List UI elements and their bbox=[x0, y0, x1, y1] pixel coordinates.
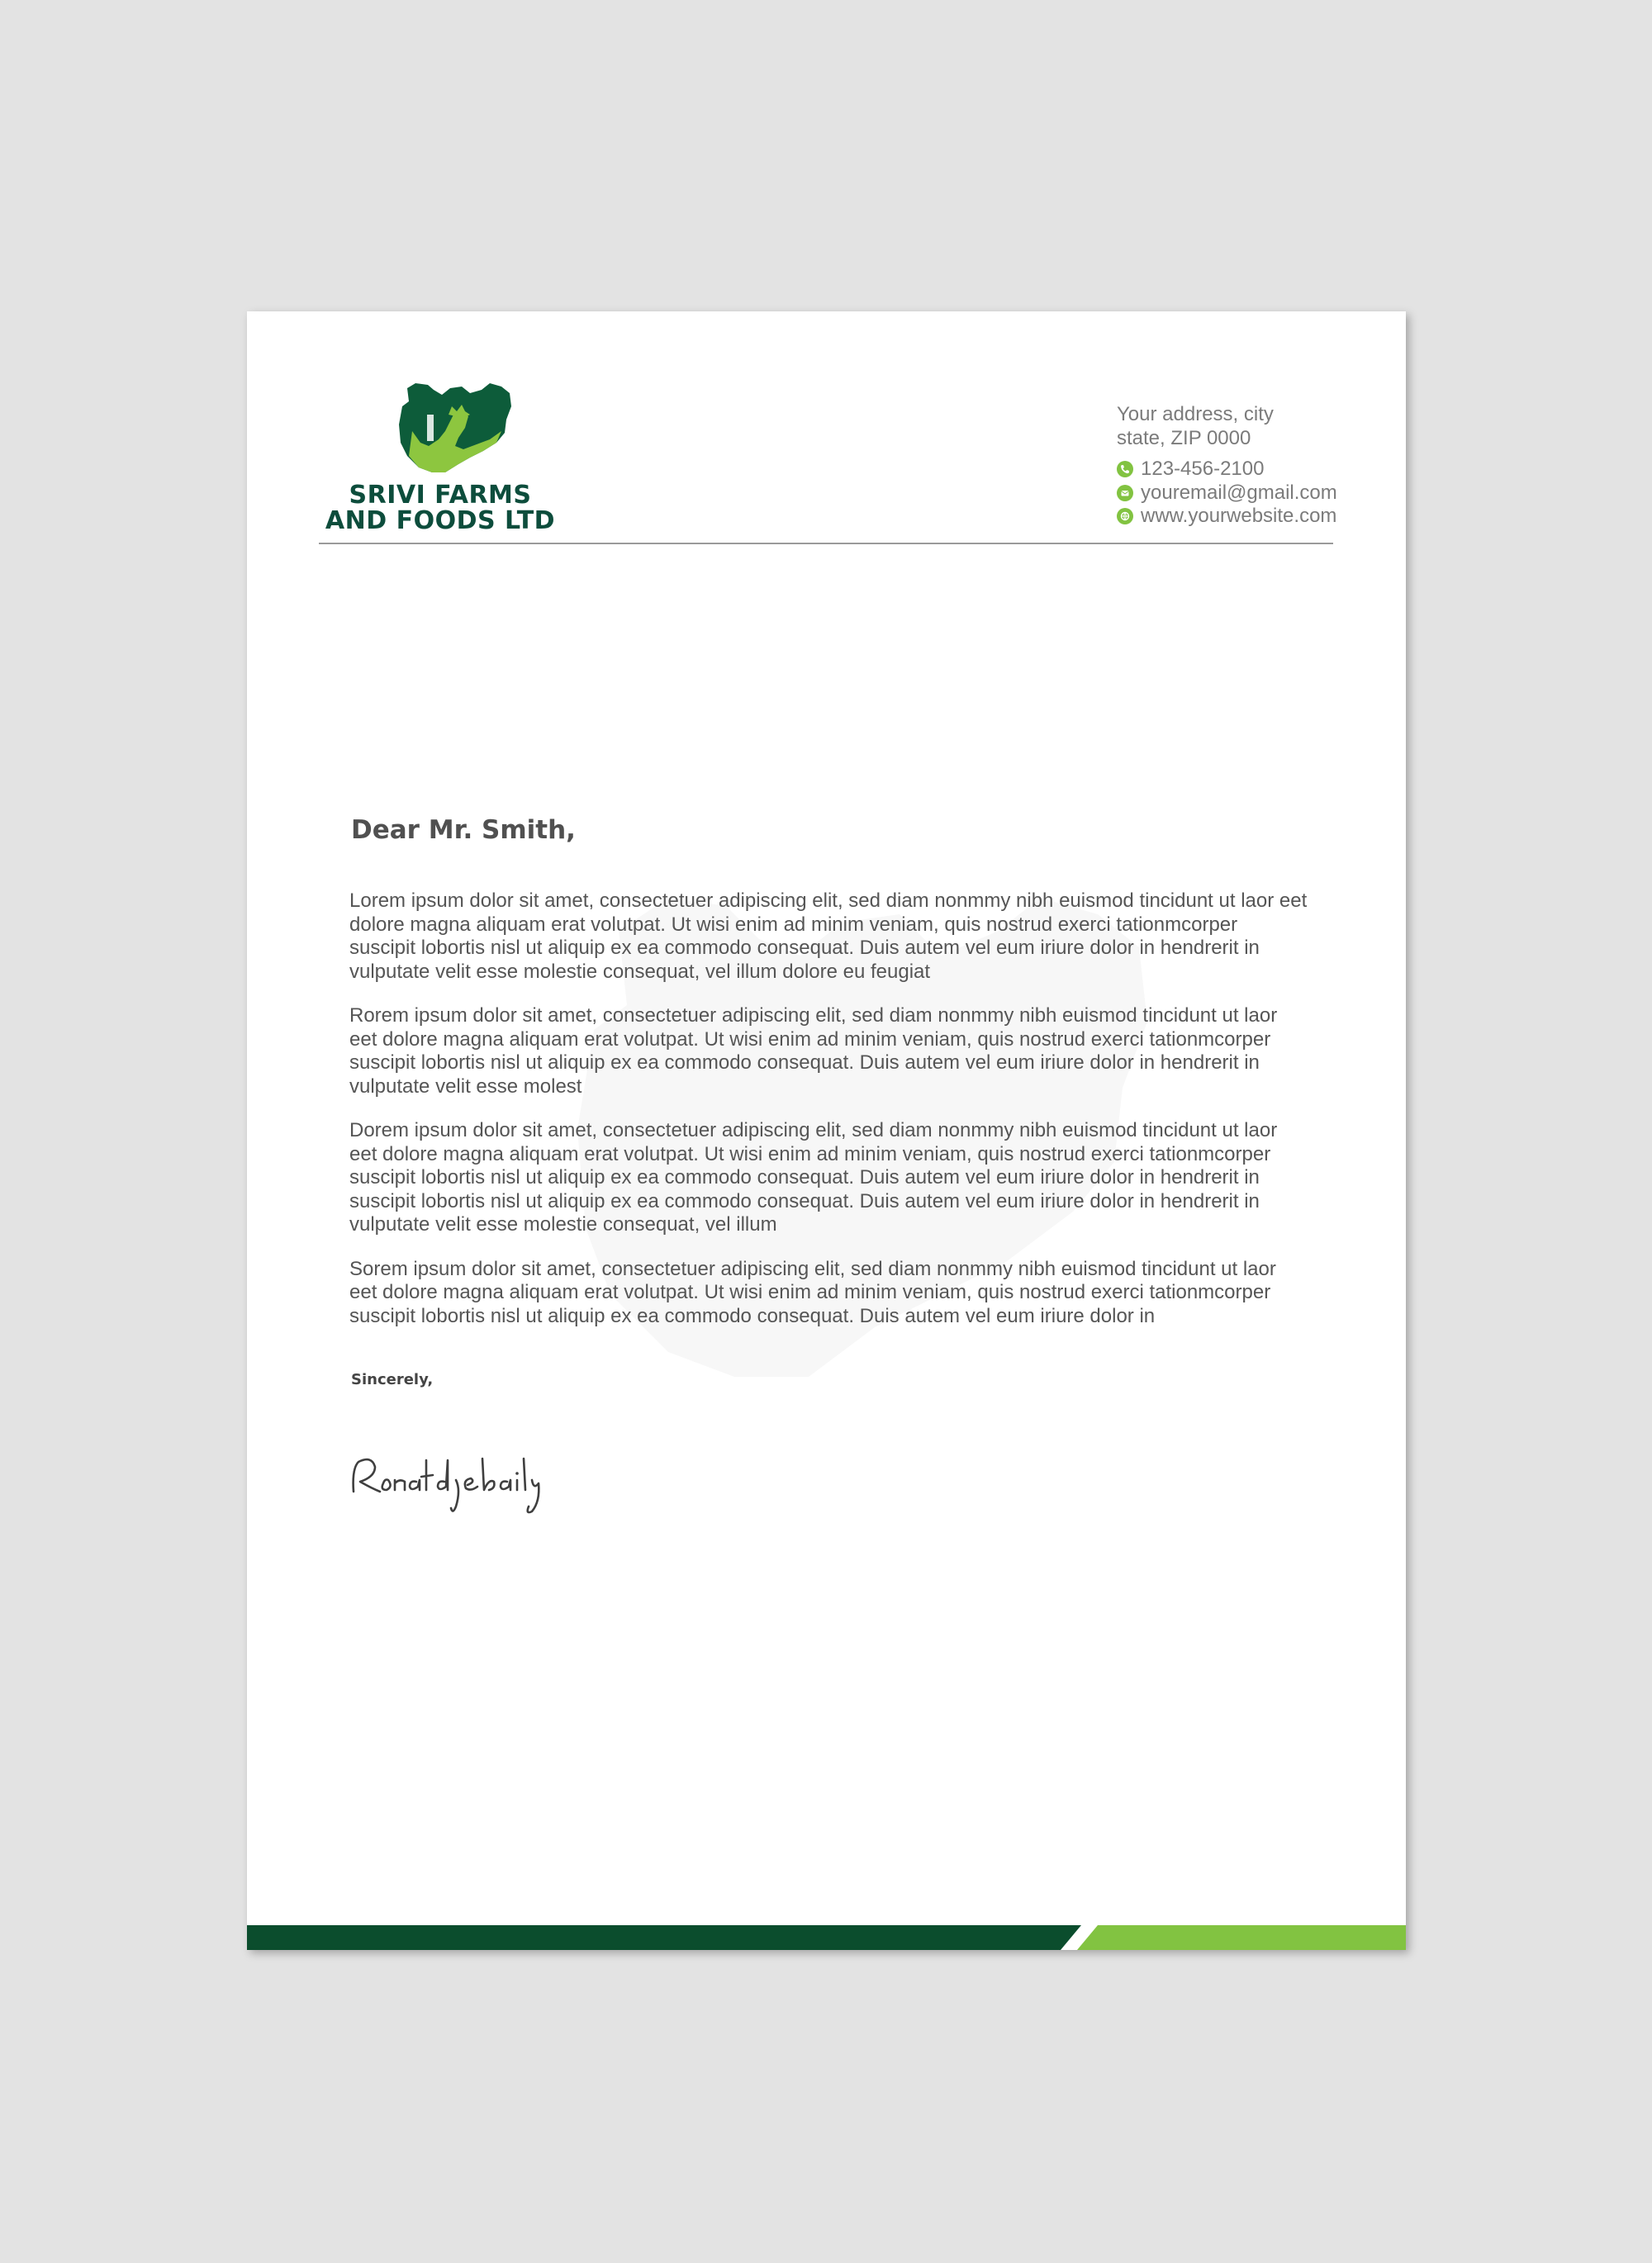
company-name-line2: AND FOODS LTD bbox=[325, 506, 556, 535]
address-line1: Your address, city bbox=[1117, 403, 1274, 425]
company-name bbox=[318, 482, 563, 534]
website-row bbox=[1117, 505, 1381, 529]
website-url: www.yourwebsite.com bbox=[1141, 505, 1337, 527]
footer-band bbox=[247, 1925, 1406, 1950]
paragraph-2: Rorem ipsum dolor sit amet, consectetuer adipiscing elit, sed diam nonmmy nibh euismod tincidunt ut laor eet dolore magna aliquam erat volutpat. Ut wisi enim ad minim veniam, quis nostrud exerci tationmcorper suscipit lobortis nisl ut aliquip ex ea commodo consequat. Duis autem vel eum iriure dolor in hendrerit in vulputate velit esse molest bbox=[349, 1004, 1278, 1098]
email-icon bbox=[1117, 485, 1133, 501]
phone-number: 123-456-2100 bbox=[1141, 458, 1265, 480]
email-address: youremail@gmail.com bbox=[1141, 481, 1337, 504]
handwritten-signature bbox=[347, 1444, 545, 1518]
paragraph-3: Dorem ipsum dolor sit amet, consectetuer adipiscing elit, sed diam nonmmy nibh euismod tincidunt ut laor eet dolore magna aliquam erat volutpat. Ut wisi enim ad minim veniam, quis nostrud exerci tationmcorper suscipit lobortis nisl ut aliquip ex ea commodo consequat. Duis autem vel eum iriure dolor in hendrerit in suscipit lobortis nisl ut aliquip ex ea commodo consequat. Duis autem vel eum iriure dolor in hendrerit in vulputate velit esse molestie consequat, vel illum bbox=[349, 1119, 1278, 1236]
phone-row bbox=[1117, 458, 1381, 482]
globe-icon bbox=[1117, 508, 1133, 524]
closing: Sincerely, bbox=[351, 1371, 434, 1388]
address bbox=[1117, 403, 1381, 450]
company-name-line1: SRIVI FARMS bbox=[349, 481, 532, 510]
company-logo bbox=[318, 382, 566, 538]
phone-icon bbox=[1117, 461, 1133, 477]
salutation: Dear Mr. Smith, bbox=[351, 815, 576, 845]
logo-map-icon bbox=[391, 382, 515, 485]
contact-block bbox=[1117, 403, 1381, 529]
address-line2: state, ZIP 0000 bbox=[1117, 426, 1251, 449]
email-row bbox=[1117, 482, 1381, 505]
header-divider bbox=[319, 543, 1333, 544]
letter-body bbox=[349, 814, 1308, 1388]
paragraph-4: Sorem ipsum dolor sit amet, consectetuer adipiscing elit, sed diam nonmmy nibh euismod tincidunt ut laor eet dolore magna aliquam erat volutpat. Ut wisi enim ad minim veniam, quis nostrud exerci tationmcorper suscipit lobortis nisl ut aliquip ex ea commodo consequat. Duis autem vel eum iriure dolor in bbox=[349, 1257, 1276, 1327]
letterhead-page bbox=[247, 311, 1406, 1950]
paragraph-1: Lorem ipsum dolor sit amet, consectetuer adipiscing elit, sed diam nonmmy nibh euismod tincidunt ut laor eet dolore magna aliquam erat volutpat. Ut wisi enim ad minim veniam, quis nostrud exerci tationmcorper suscipit lobortis nisl ut aliquip ex ea commodo consequat. Duis autem vel eum iriure dolor in hendrerit in vulputate velit esse molestie consequat, vel illum dolore eu feugiat bbox=[349, 890, 1308, 983]
